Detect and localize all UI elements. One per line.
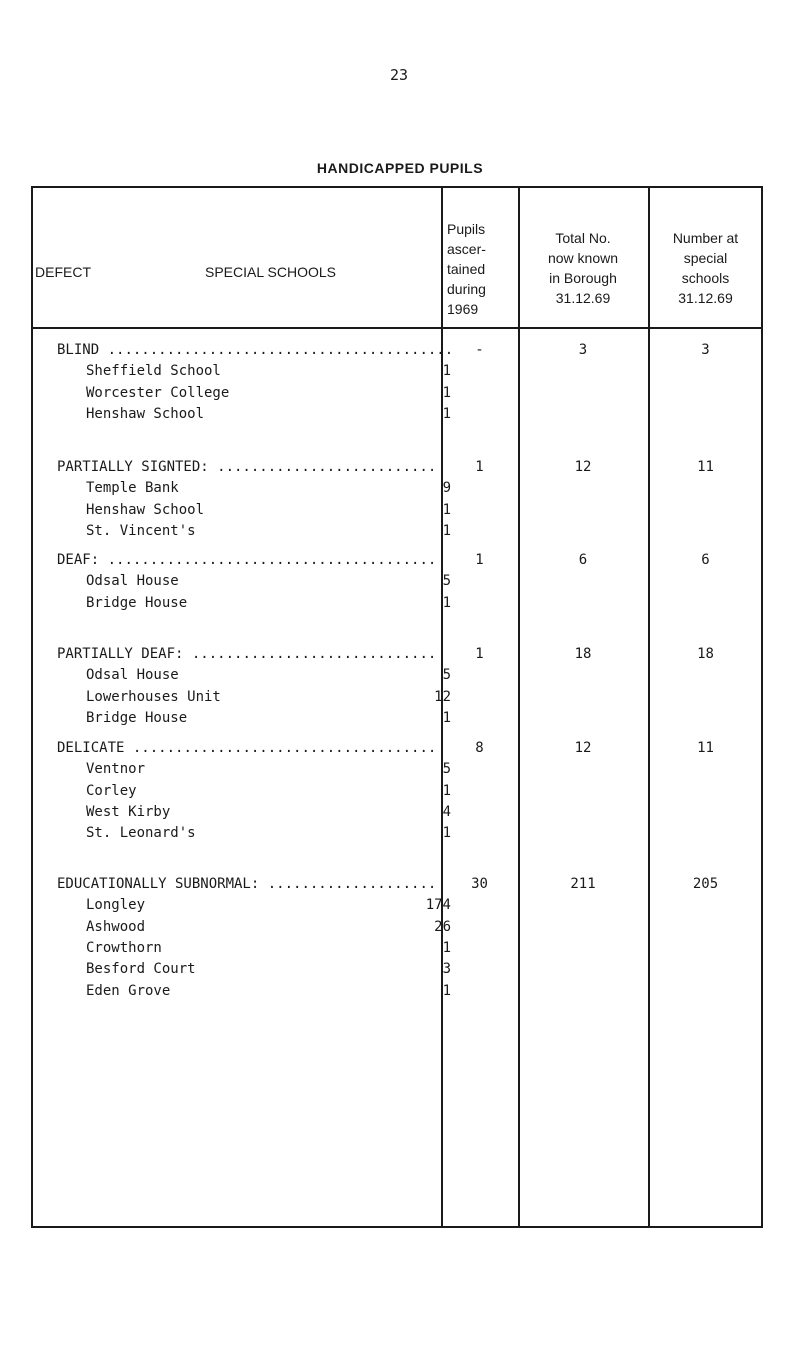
school-name: Crowthorn (86, 940, 162, 956)
table-left-rule (31, 186, 33, 1228)
school-count: 5 (442, 761, 451, 777)
school-count: 5 (442, 667, 451, 683)
school-count: 4 (442, 804, 451, 820)
special-schools-value: 11 (697, 459, 714, 475)
school-name: Eden Grove (86, 983, 171, 999)
pupils-ascertained-value: 1 (475, 552, 484, 568)
table-bottom-rule (31, 1226, 763, 1228)
category-label: DEAF: ....................................... (57, 552, 437, 568)
school-name: Ashwood (86, 919, 146, 935)
school-count: 26 (434, 919, 451, 935)
school-name: Ventnor (86, 761, 146, 777)
header-special-schools: SPECIAL SCHOOLS (205, 264, 336, 280)
header-number-special: Number at special schools 31.12.69 (672, 230, 739, 306)
table-top-rule (31, 186, 763, 188)
total-known-value: 18 (574, 646, 592, 662)
school-name: West Kirby (86, 804, 171, 820)
school-count: 1 (442, 406, 451, 422)
leader-dots: ......................................... (99, 342, 454, 358)
school-count: 1 (442, 502, 451, 518)
header-pupils-ascertained: Pupils ascer- tained during 1969 (447, 221, 486, 317)
category-label: DELICATE .................................... (57, 740, 437, 756)
pupils-ascertained-value: 8 (475, 740, 484, 756)
school-name: St. Vincent's (86, 523, 196, 539)
special-schools-value: 18 (697, 646, 714, 662)
school-name: Bridge House (86, 595, 188, 611)
school-name: Bridge House (86, 710, 188, 726)
school-name: Henshaw School (86, 406, 205, 422)
page-number: 23 (390, 66, 409, 84)
leader-dots: ....................................... (99, 552, 437, 568)
school-count: 1 (442, 940, 451, 956)
category-label: PARTIALLY SIGNTED: .......................... (57, 459, 437, 475)
pupils-ascertained-value: 1 (475, 646, 484, 662)
pupils-ascertained-value: 1 (475, 459, 484, 475)
school-count: 1 (442, 783, 451, 799)
special-schools-value: 6 (701, 552, 710, 568)
school-name: Temple Bank (86, 480, 179, 496)
special-schools-value: 205 (692, 876, 719, 892)
leader-dots: .......................... (208, 459, 437, 475)
school-count: 1 (442, 363, 451, 379)
school-count: 1 (442, 385, 451, 401)
category-label: PARTIALLY DEAF: ............................. (57, 646, 437, 662)
school-count: 3 (442, 961, 451, 977)
total-known-value: 12 (574, 459, 592, 475)
page-title: HANDICAPPED PUPILS (316, 160, 484, 176)
total-known-value: 211 (570, 876, 596, 892)
school-count: 1 (442, 710, 451, 726)
header-total-known: Total No. now known in Borough 31.12.69 (547, 230, 619, 306)
pupils-ascertained-value: - (475, 342, 484, 358)
total-known-value: 3 (578, 342, 588, 358)
category-label: EDUCATIONALLY SUBNORMAL: .................... (57, 876, 437, 892)
school-count: 1 (442, 983, 451, 999)
school-name: St. Leonard's (86, 825, 196, 841)
special-schools-value: 3 (701, 342, 710, 358)
pupils-ascertained-value: 30 (471, 876, 488, 892)
leader-dots: ............................. (183, 646, 437, 662)
school-count: 9 (442, 480, 451, 496)
school-count: 174 (425, 897, 451, 913)
school-name: Lowerhouses Unit (86, 689, 221, 705)
school-count: 5 (442, 573, 451, 589)
header-bottom-rule (31, 327, 763, 329)
header-defect: DEFECT (35, 264, 91, 280)
school-count: 1 (442, 825, 451, 841)
school-name: Worcester College (86, 385, 230, 401)
leader-dots: .................................... (124, 740, 437, 756)
school-name: Odsal House (86, 667, 179, 683)
leader-dots: .................... (259, 876, 437, 892)
school-count: 12 (434, 689, 451, 705)
school-name: Odsal House (86, 573, 179, 589)
school-name: Longley (86, 897, 146, 913)
handicapped-pupils-table (31, 186, 763, 1228)
school-count: 1 (442, 523, 451, 539)
school-name: Besford Court (86, 961, 196, 977)
school-name: Henshaw School (86, 502, 205, 518)
school-name: Corley (86, 783, 137, 799)
total-known-value: 12 (574, 740, 592, 756)
special-schools-value: 11 (697, 740, 714, 756)
category-label: BLIND ......................................... (57, 342, 454, 358)
school-count: 1 (442, 595, 451, 611)
school-name: Sheffield School (86, 363, 221, 379)
total-known-value: 6 (578, 552, 588, 568)
